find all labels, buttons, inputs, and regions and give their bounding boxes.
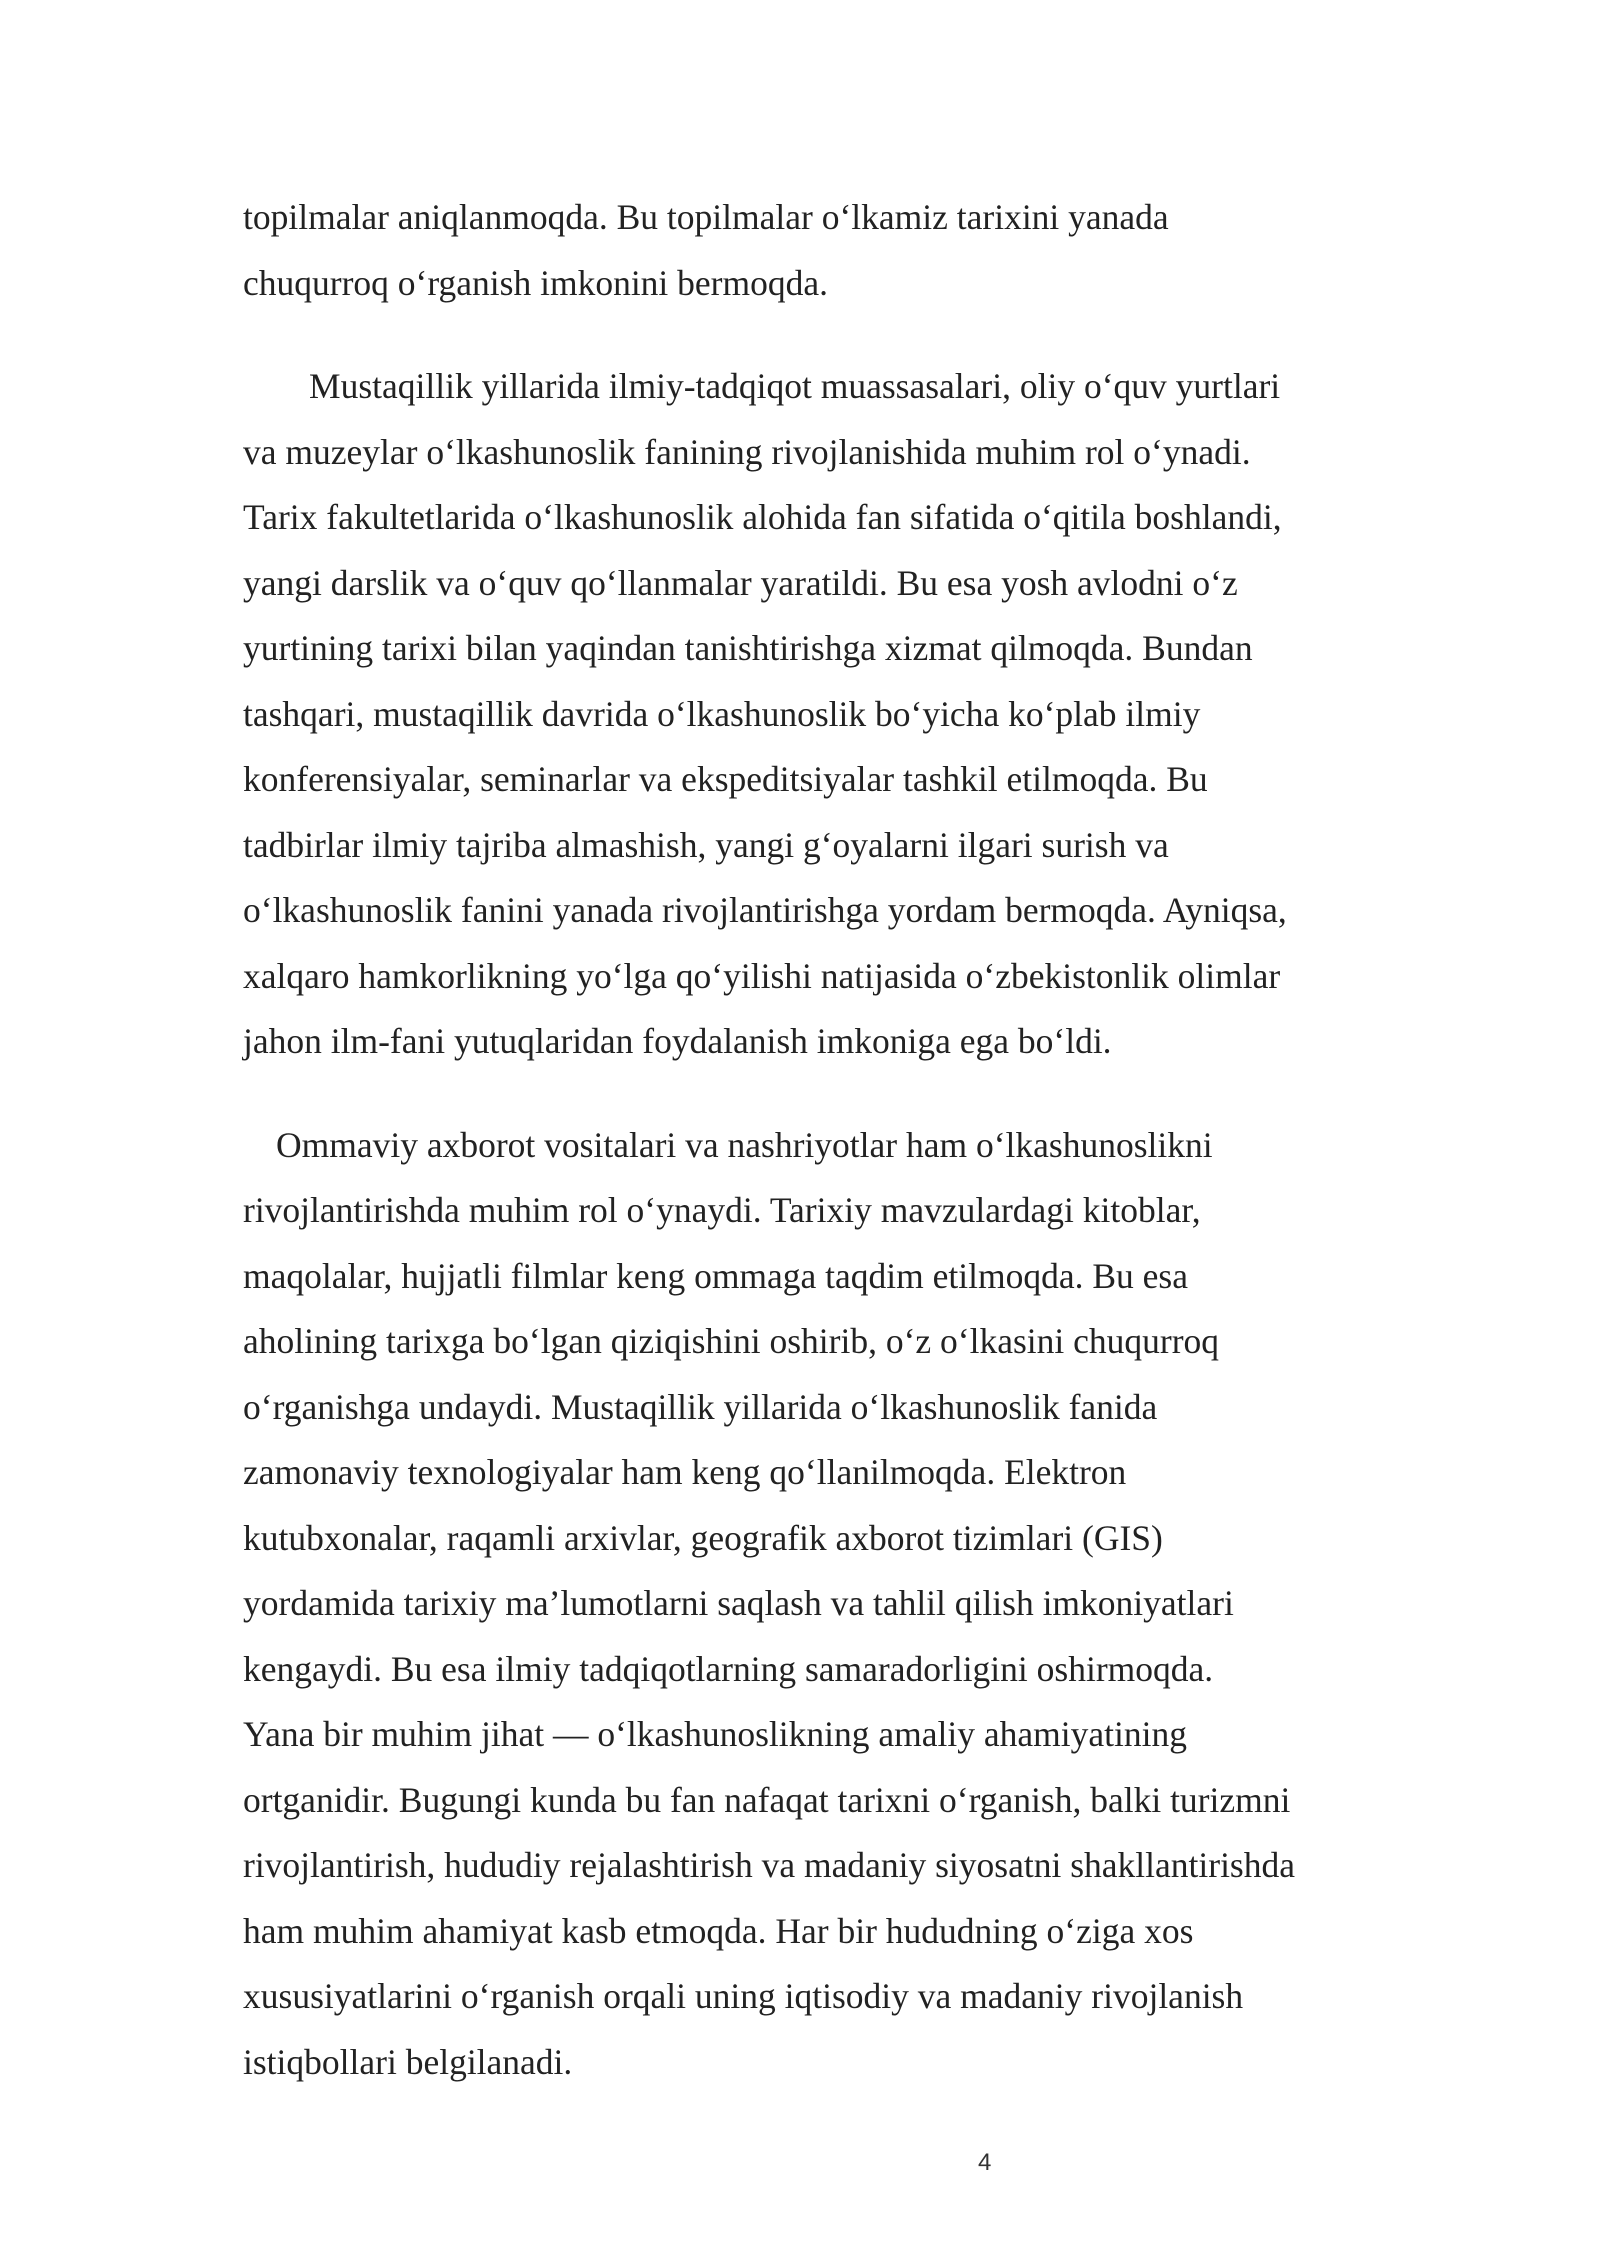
text-line: rivojlantirishda muhim rol o‘ynaydi. Tarixiy mavzulardagi kitoblar,: [243, 1190, 1201, 1230]
text-line: ham muhim ahamiyat kasb etmoqda. Har bir hududning o‘ziga xos: [243, 1910, 1194, 1951]
text-line: kengaydi. Bu esa ilmiy tadqiqotlarning samaradorligini oshirmoqda.: [243, 1648, 1214, 1689]
paragraph-1: [243, 185, 1373, 316]
text-line: aholining tarixga bo‘lgan qiziqishini oshirib, o‘z o‘lkasini chuqurroq: [243, 1321, 1220, 1361]
text-line: yurtining tarixi bilan yaqindan tanishtirishga xizmat qilmoqda. Bundan: [243, 628, 1253, 668]
text-line: topilmalar aniqlanmoqda. Bu topilmalar o‘lkamiz tarixini yanada: [243, 197, 1169, 237]
text-line: istiqbollari belgilanadi.: [243, 2041, 573, 2082]
text-line: Ommaviy axborot vositalari va nashriyotlar ham o‘lkashunoslikni: [276, 1124, 1213, 1165]
text-line: xalqaro hamkorlikning yo‘lga qo‘yilishi natijasida o‘zbekistonlik olimlar: [243, 955, 1281, 996]
text-line: kutubxonalar, raqamli arxivlar, geografik axborot tizimlari (GIS): [243, 1517, 1163, 1558]
text-line: yangi darslik va o‘quv qo‘llanmalar yaratildi. Bu esa yosh avlodni o‘z: [243, 562, 1238, 603]
page-number: 4: [978, 2149, 992, 2176]
text-line: konferensiyalar, seminarlar va ekspeditsiyalar tashkil etilmoqda. Bu: [243, 759, 1208, 799]
text-line: jahon ilm-fani yutuqlaridan foydalanish imkoniga ega bo‘ldi.: [243, 1021, 1112, 1061]
document-body: [243, 185, 1373, 2095]
text-line: chuqurroq o‘rganish imkonini bermoqda.: [243, 262, 828, 303]
text-line: yordamida tarixiy ma’lumotlarni saqlash va tahlil qilish imkoniyatlari: [243, 1583, 1234, 1623]
text-line: Tarix fakultetlarida o‘lkashunoslik alohida fan sifatida o‘qitila boshlandi,: [243, 497, 1282, 537]
text-line: Mustaqillik yillarida ilmiy-tadqiqot muassasalari, oliy o‘quv yurtlari: [309, 366, 1281, 406]
text-line: tashqari, mustaqillik davrida o‘lkashunoslik bo‘yicha ko‘plab ilmiy: [243, 693, 1201, 734]
paragraph-2: [243, 354, 1373, 1075]
paragraph-3: [243, 1113, 1373, 2096]
text-line: Yana bir muhim jihat — o‘lkashunoslikning amaliy ahamiyatining: [243, 1714, 1187, 1754]
text-line: o‘lkashunoslik fanini yanada rivojlantirishga yordam bermoqda. Ayniqsa,: [243, 890, 1287, 930]
text-line: maqolalar, hujjatli filmlar keng ommaga taqdim etilmoqda. Bu esa: [243, 1255, 1188, 1296]
text-line: tadbirlar ilmiy tajriba almashish, yangi g‘oyalarni ilgari surish va: [243, 824, 1169, 865]
text-line: xususiyatlarini o‘rganish orqali uning iqtisodiy va madaniy rivojlanish: [243, 1976, 1244, 2016]
text-line: rivojlantirish, hududiy rejalashtirish va madaniy siyosatni shakllantirishda: [243, 1845, 1295, 1885]
text-line: va muzeylar o‘lkashunoslik fanining rivojlanishida muhim rol o‘ynadi.: [243, 431, 1251, 472]
text-line: o‘rganishga undaydi. Mustaqillik yillarida o‘lkashunoslik fanida: [243, 1386, 1158, 1427]
text-line: ortganidir. Bugungi kunda bu fan nafaqat tarixni o‘rganish, balki turizmni: [243, 1779, 1291, 1820]
text-line: zamonaviy texnologiyalar ham keng qo‘llanilmoqda. Elektron: [243, 1452, 1127, 1492]
